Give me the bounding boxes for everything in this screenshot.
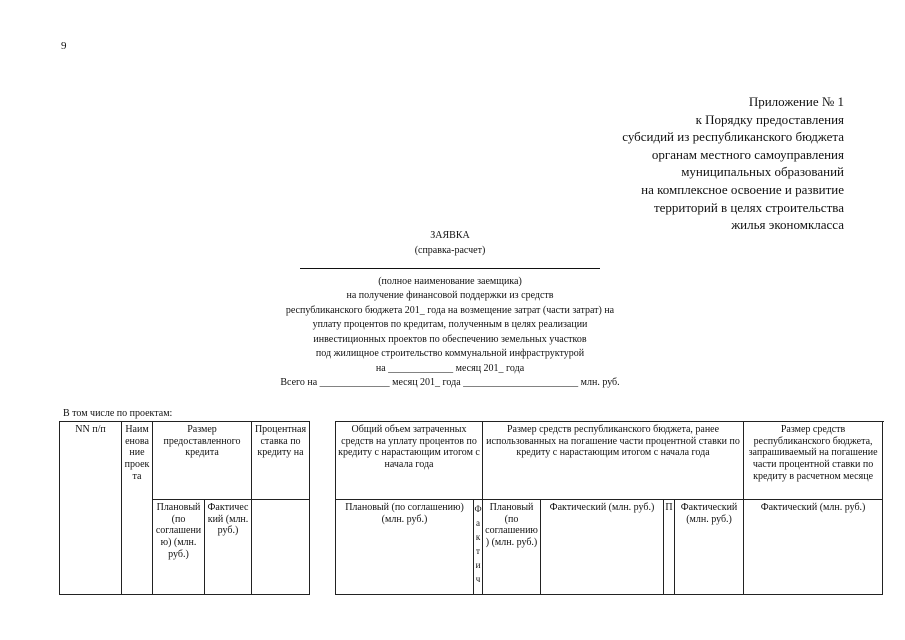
form-line: республиканского бюджета 201_ года на возмещение затрат (части затрат) на	[285, 304, 615, 316]
header-costs: Общий объем затраченных средств на уплату процентов по кредиту с нарастающим итогом с начала года	[336, 422, 483, 500]
borrower-field[interactable]	[150, 258, 750, 275]
borrower-hint: (полное наименование заемщика)	[378, 275, 522, 287]
form-line: под жилищное строительство коммунальной инфраструктурой	[315, 348, 585, 359]
form-line: на _____________ месяц 201_ года	[375, 362, 525, 374]
subheader-req-fact-2: Фактический (млн. руб.)	[744, 500, 883, 595]
subheader-costs-plan: Плановый (по соглашению) (млн. руб.)	[336, 500, 474, 595]
header-nn: NN п/п	[60, 422, 122, 595]
annex-line: жилья экономкласса	[731, 217, 844, 233]
subheader-req-plan: П	[664, 500, 675, 595]
annex-block	[622, 93, 844, 234]
annex-line: субсидий из республиканского бюджета	[622, 129, 844, 145]
header-rate: Процентная ставка по кредиту на	[252, 422, 310, 500]
subheader-costs-fact: Фактич	[474, 500, 483, 595]
annex-line: Приложение № 1	[748, 94, 844, 109]
subheader-req-fact-1: Фактический (млн. руб.)	[675, 500, 744, 595]
form-line: уплату процентов по кредитам, полученным в целях реализации	[312, 319, 588, 330]
form-heading	[150, 229, 750, 391]
form-subtitle: (справка-расчет)	[414, 244, 486, 256]
annex-line: к Порядку предоставления	[695, 111, 844, 127]
annex-line: муниципальных образований	[681, 164, 844, 180]
subheader-used-fact: Фактический (млн. руб.)	[541, 500, 664, 595]
subheader-used-plan: Плановый (по соглашению) (млн. руб.)	[483, 500, 541, 595]
header-used: Размер средств республиканского бюджета, ранее использованных на погашение части процентной ставки по кредиту с нарастающим итогом с начала года	[483, 422, 744, 500]
table-caption: В том числе по проектам:	[63, 408, 173, 419]
subheader-loan-plan: Плановый (по соглашению) (млн. руб.)	[153, 500, 205, 595]
header-loan-size: Размер предоставленного кредита	[153, 422, 252, 500]
annex-line: территорий в целях строительства	[653, 199, 844, 215]
header-requested: Размер средств республиканского бюджета, запрашиваемый на погашение части процентной ставки по кредиту в расчетном месяце	[744, 422, 883, 500]
total-line: Всего на ______________ месяц 201_ года _______________________ млн. руб.	[280, 377, 620, 388]
annex-line: органам местного самоуправления	[651, 146, 844, 162]
rate-cell	[252, 500, 310, 595]
form-title: ЗАЯВКА	[430, 230, 470, 241]
projects-table	[59, 421, 883, 595]
form-line: инвестиционных проектов по обеспечению земельных участков	[313, 333, 587, 345]
subheader-loan-fact: Фактический (млн. руб.)	[205, 500, 252, 595]
form-line: на получение финансовой поддержки из средств	[346, 290, 554, 301]
page-number: 9	[61, 40, 67, 52]
annex-line: на комплексное освоение и развитие	[641, 181, 844, 197]
header-name: Наименование проекта	[122, 422, 153, 595]
